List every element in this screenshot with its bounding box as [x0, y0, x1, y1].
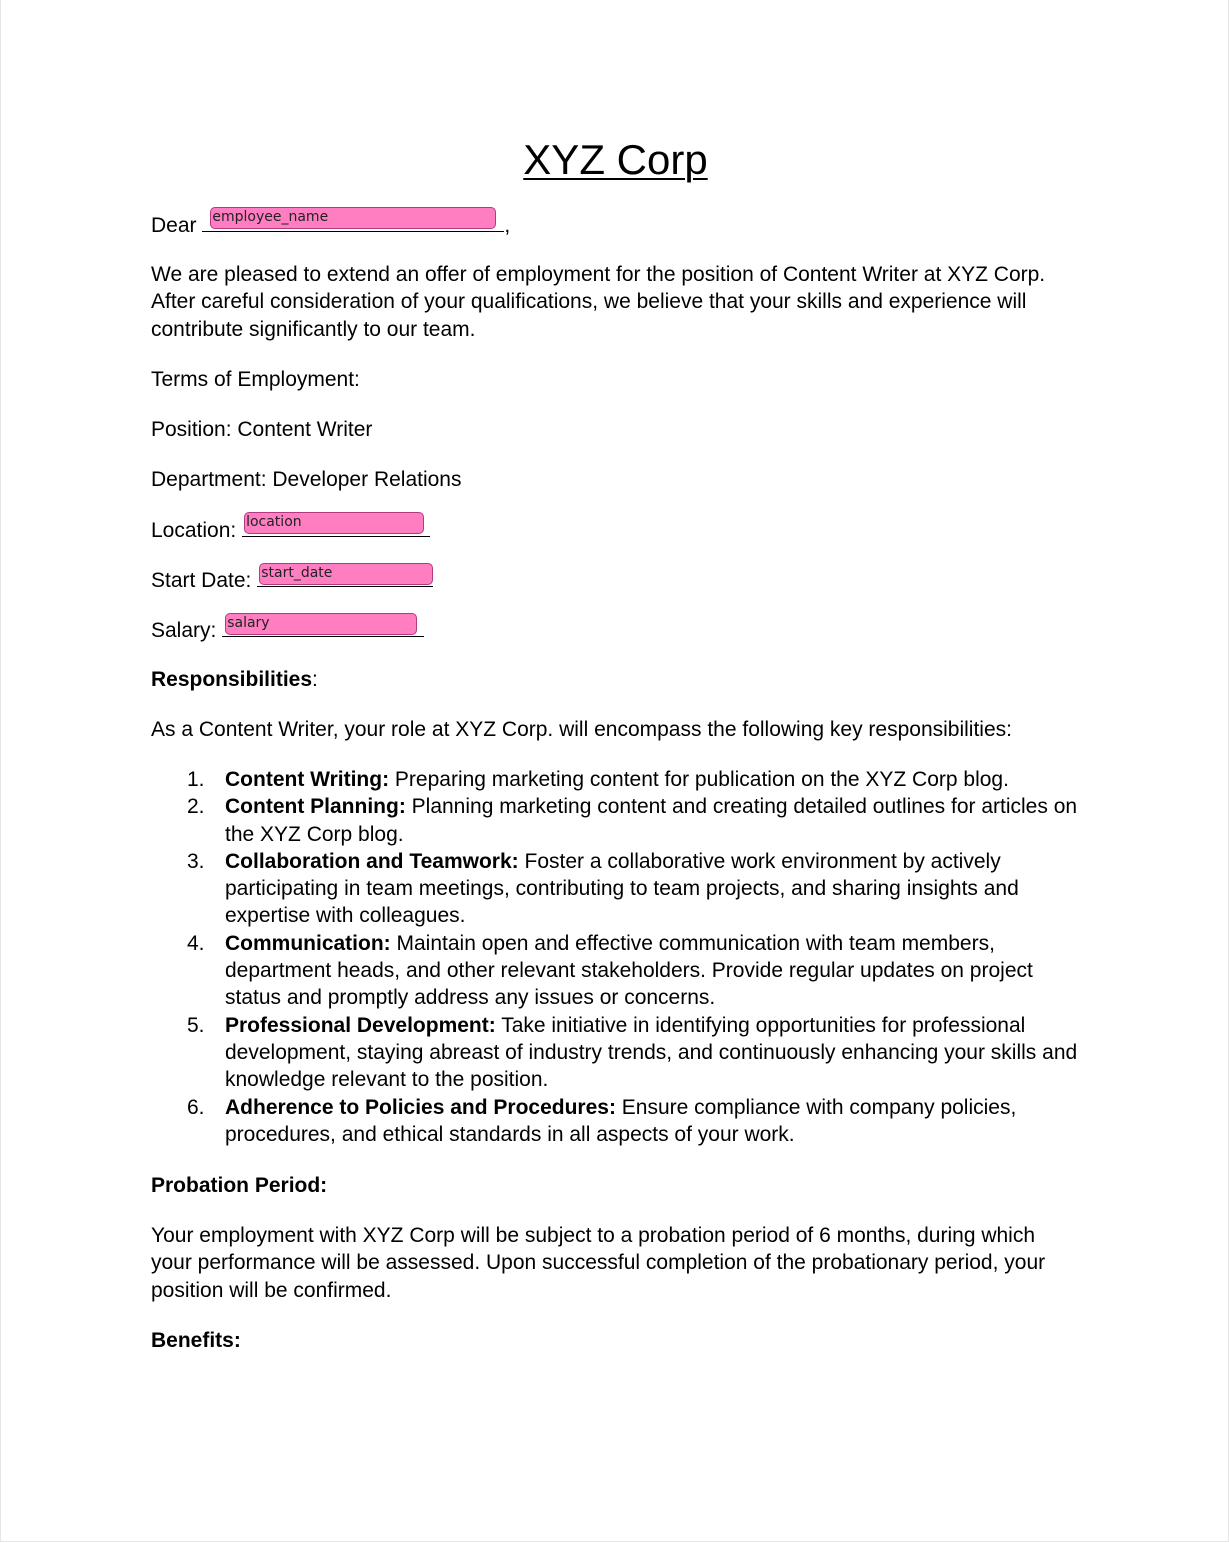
employee-name-field[interactable]: employee_name [210, 207, 496, 229]
list-item-number: 4. [187, 931, 205, 955]
list-item [151, 930, 1081, 1012]
list-item [151, 848, 1081, 930]
location-field[interactable]: location [244, 512, 424, 534]
responsibilities-heading-colon: : [312, 668, 318, 691]
start-date-field-wrap [257, 566, 433, 594]
salary-line [151, 616, 424, 644]
list-item-title: Communication: [225, 931, 391, 955]
salutation-label: Dear [151, 214, 197, 237]
salutation-comma: , [504, 214, 511, 237]
department-line: Department: Developer Relations [151, 468, 462, 491]
list-item-title: Content Planning: [225, 795, 406, 819]
salary-label: Salary: [151, 619, 217, 642]
list-item-title: Content Writing: [225, 768, 390, 791]
list-item [151, 1094, 1081, 1149]
benefits-heading [151, 1327, 241, 1354]
location-label: Location: [151, 519, 237, 542]
list-item-text: Take initiative in identifying opportunities for professional development, staying abreast of industry trends, and continuously enhancing your skills and knowledge relevant to the position. [225, 1013, 1078, 1092]
intro-paragraph: We are pleased to extend an offer of employment for the position of Content Writer at XYZ Corp. After careful consideration of your qualifications, we believe that your skills and experience will contribute significantly to our team. [151, 263, 1046, 341]
list-item [151, 1012, 1081, 1094]
list-item-number: 3. [187, 849, 205, 873]
benefits-heading-text: Benefits: [151, 1329, 241, 1352]
list-item-title: Adherence to Policies and Procedures: [225, 1095, 616, 1119]
location-line [151, 516, 430, 544]
list-item-number: 5. [187, 1013, 205, 1037]
list-item [151, 766, 1081, 793]
responsibilities-heading [151, 666, 318, 693]
list-item-text: Foster a collaborative work environment by actively participating in team meetings, contributing to team projects, and sharing insights and expertise with colleagues. [225, 849, 1019, 928]
position-line: Position: Content Writer [151, 418, 373, 441]
list-item-text: Preparing marketing content for publication on the XYZ Corp blog. [389, 768, 1009, 791]
list-item-title: Collaboration and Teamwork: [225, 849, 519, 873]
list-item [151, 793, 1081, 848]
responsibilities-heading-text: Responsibilities [151, 668, 313, 691]
salary-field[interactable]: salary [225, 613, 417, 635]
list-item-text: Planning marketing content and creating detailed outlines for articles on the XYZ Corp blog. [225, 795, 1078, 846]
company-title: XYZ Corp [523, 136, 708, 183]
probation-paragraph: Your employment with XYZ Corp will be subject to a probation period of 6 months, during which your performance will be assessed. Upon successful completion of the probationary period, your position will be confirmed. [151, 1224, 1046, 1302]
start-date-label: Start Date: [151, 569, 252, 592]
probation-heading-text: Probation Period: [151, 1174, 328, 1197]
location-field-wrap [242, 516, 430, 544]
list-item-text: Maintain open and effective communication with team members, department heads, and other relevant stakeholders. Provide regular updates on project status and promptly address any issues or concerns. [225, 931, 1033, 1010]
responsibilities-intro: As a Content Writer, your role at XYZ Corp. will encompass the following key responsibilities: [151, 718, 1012, 741]
list-item-number: 2. [187, 795, 205, 819]
list-item-text: Ensure compliance with company policies, procedures, and ethical standards in all aspects of your work. [225, 1095, 1017, 1146]
list-item-number: 6. [187, 1095, 205, 1119]
probation-heading [151, 1172, 327, 1199]
responsibilities-list [151, 766, 1081, 1148]
employee-name-field-wrap [202, 211, 504, 239]
start-date-line [151, 566, 433, 594]
list-item-number: 1. [187, 768, 205, 791]
salary-field-wrap [222, 616, 424, 644]
list-item-title: Professional Development: [225, 1013, 496, 1037]
terms-heading: Terms of Employment: [151, 368, 360, 391]
start-date-field[interactable]: start_date [259, 563, 433, 585]
salutation-line [151, 211, 510, 239]
